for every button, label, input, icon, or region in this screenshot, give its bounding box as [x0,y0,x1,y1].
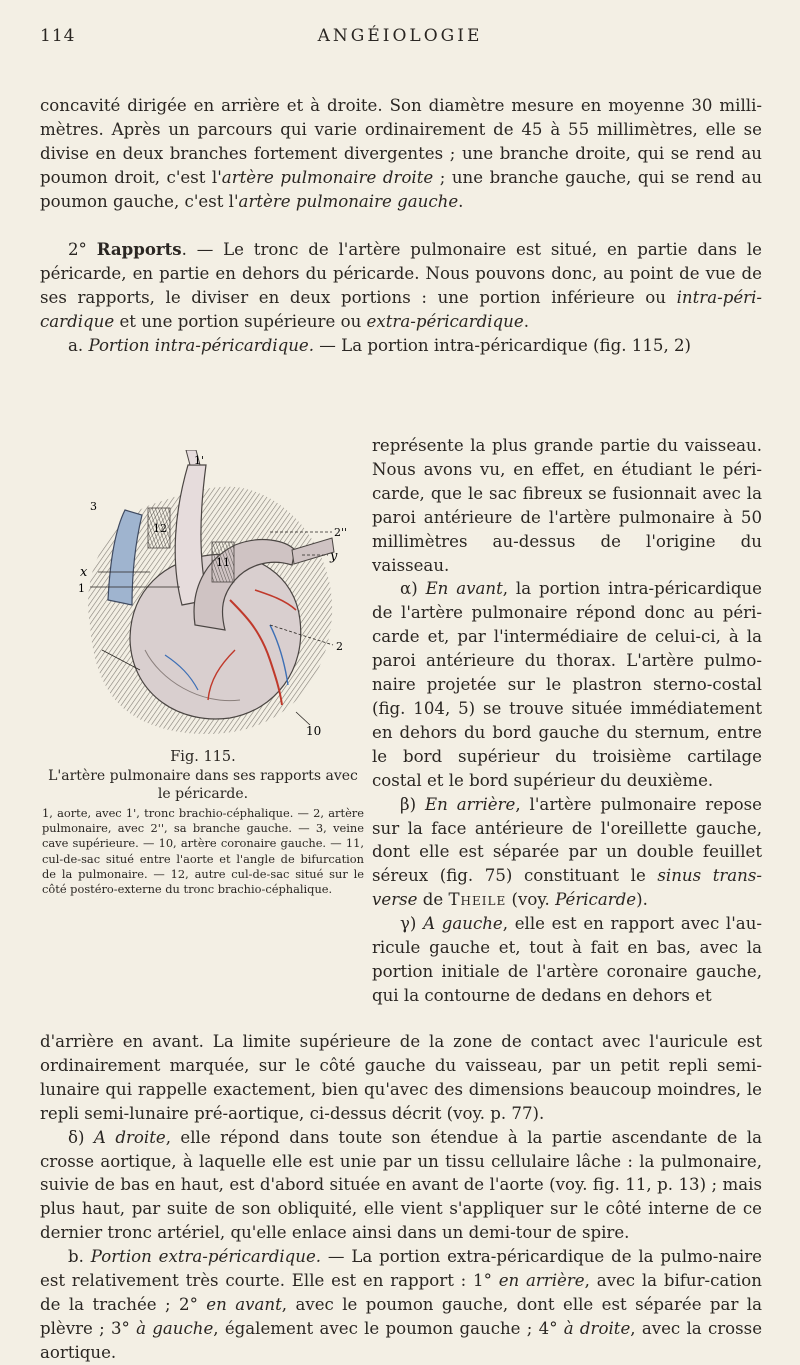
beta-text: (voy. [506,890,556,910]
b-text: , également avec le poumon gauche ; 4° [213,1318,564,1338]
column-paragraph-1: représente la plus grande partie du vaisseau. Nous avons vu, en effet, en étudiant le péri-carde, que le sac fibreux se fusionnait avec la paroi antérieure de l'artère pulmonaire à 50 millimètres au-dessus de l'origine du vaisseau. [372,436,762,575]
figure-title: L'artère pulmonaire dans ses rapports avec le péricarde. [48,768,358,802]
delta-label: δ) [68,1127,94,1147]
beta-title: En arrière [425,794,516,814]
b-term: en avant [206,1294,282,1314]
portion-a-label: a. [68,336,84,355]
author-theile: Theile [448,890,507,910]
b-term: à droite [563,1318,631,1338]
portion-a-title: Portion intra-péricardique. [88,336,315,355]
b-text: — La portion extra-péricardique de la pulmo-naire est relativement très courte. Elle est en rapport : 1° [40,1247,762,1291]
figure-legend: 1, aorte, avec 1', tronc brachio-céphalique. — 2, artère pulmonaire, avec 2'', sa branche gauche. — 3, veine cave supérieure. — 10, artère coronaire gauche. — 11, cul-de-sac situé entre l'aorte et l'angle de bifurcation de la pulmonaire. — 12, autre cul-de-sac situé sur le côté postéro-externe du tronc brachio-céphalique. [42,806,364,897]
intro-line: au poumon droit, c'est l' [40,143,762,187]
b-title: Portion extra-péricardique. [90,1247,322,1267]
term-right-pulmonary: artère pulmonaire droite [221,167,434,187]
beta-text: , l'artère pulmonaire repose sur la face antérieure de l'oreillette gauche, dont elle est séparée par un double feuillet séreux (fig. 75) constituant le [372,794,763,886]
bottom-paragraph-1: d'arrière en avant. La limite supérieure de la zone de contact avec l'auricule est ordinairement marquée, sur le côté gauche du vaisseau, par un petit repli semi-lunaire qui rappelle exactement, bien qu'avec des dimensions beaucoup moindres, le repli semi-lunaire pré-aortique, ci-dessus décrit (voy. p. 77). [40,1032,762,1123]
intro-line: divise en deux branches fortement divergentes ; une branche droite, qui se rend [40,143,735,163]
term-intra: intra-péri- [676,287,762,307]
portion-a-text: — La portion intra-péricardique (fig. 115, 2) [314,336,692,355]
b-text: , avec le poumon gauche, dont elle est séparée par la plèvre ; 3° [40,1294,762,1338]
label-12: 12 [153,522,167,535]
beta-sinus: sinus trans-verse [372,866,762,910]
gamma-title: A gauche [423,914,503,934]
intro-line: mètres. Après un parcours qui varie ordinairement de 45 à 55 millimètres, elle se [40,119,762,139]
page-header [40,26,760,52]
rapports-text: . — Le tronc de l'artère pulmonaire est situé, en partie dans le [181,240,762,259]
intro-paragraph [40,94,762,214]
label-1-prime: 1' [194,454,205,467]
term-left-pulmonary: artère pulmonaire gauche [238,191,459,211]
gamma-text: , elle est en rapport avec l'au-ricule gauche et, tout à fait en bas, avec la portion initiale de l'artère coronaire gauche, qui la contourne de dedans en dehors et [372,914,762,1005]
portion-a-heading [40,334,762,358]
intro-line: ; une branche gauche, qui se [433,167,690,187]
gamma-label: γ) [400,914,424,934]
heart-illustration [70,450,360,745]
b-text: , avec la crosse aortique. [40,1318,763,1362]
b-label: b. [68,1247,91,1267]
rapports-heading: Rapports [96,239,182,259]
rapports-number: 2° [68,240,87,259]
b-term: en arrière [498,1271,585,1291]
label-10: 10 [306,724,322,738]
intro-period: . [458,191,464,211]
intro-line: concavité dirigée en arrière et à droite. Son diamètre mesure en moyenne 30 milli- [40,96,762,115]
delta-text: , elle répond dans toute son étendue à la partie ascendante de la crosse aortique, à laquelle elle est unie par un tissu cellulaire lâche : la pulmonaire, suivie de bas en haut, est d'abord située en avant de l'aorte (voy. fig. 11, p. 13) ; mais plus haut, par suite de son obliquité, elle vient s'appliquer sur le côté interne de ce dernier tronc artériel, qu'elle enlace ainsi dans un demi-tour de spire. [40,1127,763,1243]
rapports-text: et une portion supérieure ou [114,311,367,331]
alpha-label: α) [400,579,426,599]
alpha-title: En avant [425,579,503,599]
label-y: y [330,549,338,564]
right-column-text [372,434,762,1008]
b-term: à gauche [136,1318,214,1338]
rapports-text: péricarde, en partie en dehors du péricarde. Nous pouvons donc, au point de vue [40,263,736,283]
rapports-period: . [523,311,529,331]
figure-115 [70,450,360,745]
delta-title: A droite [93,1127,166,1147]
label-2: 2 [336,640,343,653]
intro-line: rend au poumon gauche, c'est l' [40,167,763,211]
term-extra: extra-péricardique [366,311,524,331]
label-2-double-prime: 2'' [334,526,348,539]
beta-label: β) [400,794,425,814]
label-11: 11 [216,556,230,569]
figure-caption [42,747,364,803]
page-number: 114 [40,26,76,46]
running-title: ANGÉIOLOGIE [317,26,483,46]
alpha-text: , la portion intra-péricardique de l'artère pulmonaire répond donc au péri-carde et, par l'intermédiaire de celui-ci, à la paroi antérieure du thorax. L'artère pulmo-naire projetée sur le plastron sterno-costal (fig. 104, 5) se trouve située immédiatement en dehors du bord gauche du sternum, entre le bord supérieur du troisième cartilage costal et le bord supérieur du deuxième. [372,579,763,790]
term-intra-end: cardique [40,311,115,331]
label-3: 3 [90,500,97,513]
bottom-text [40,1030,762,1365]
b-text: , avec la bifur-cation de la trachée ; 2° [40,1271,762,1314]
rapports-paragraph [40,238,762,334]
beta-text: de [417,890,449,910]
rapports-text: de ses rapports, le diviser en deux portions : une portion inférieure ou [40,263,762,307]
beta-text: ). [636,890,648,910]
beta-ref: Péricarde [555,890,637,910]
figure-number: Fig. 115. [170,749,236,765]
label-1: 1 [78,582,85,595]
label-x: x [80,565,88,580]
